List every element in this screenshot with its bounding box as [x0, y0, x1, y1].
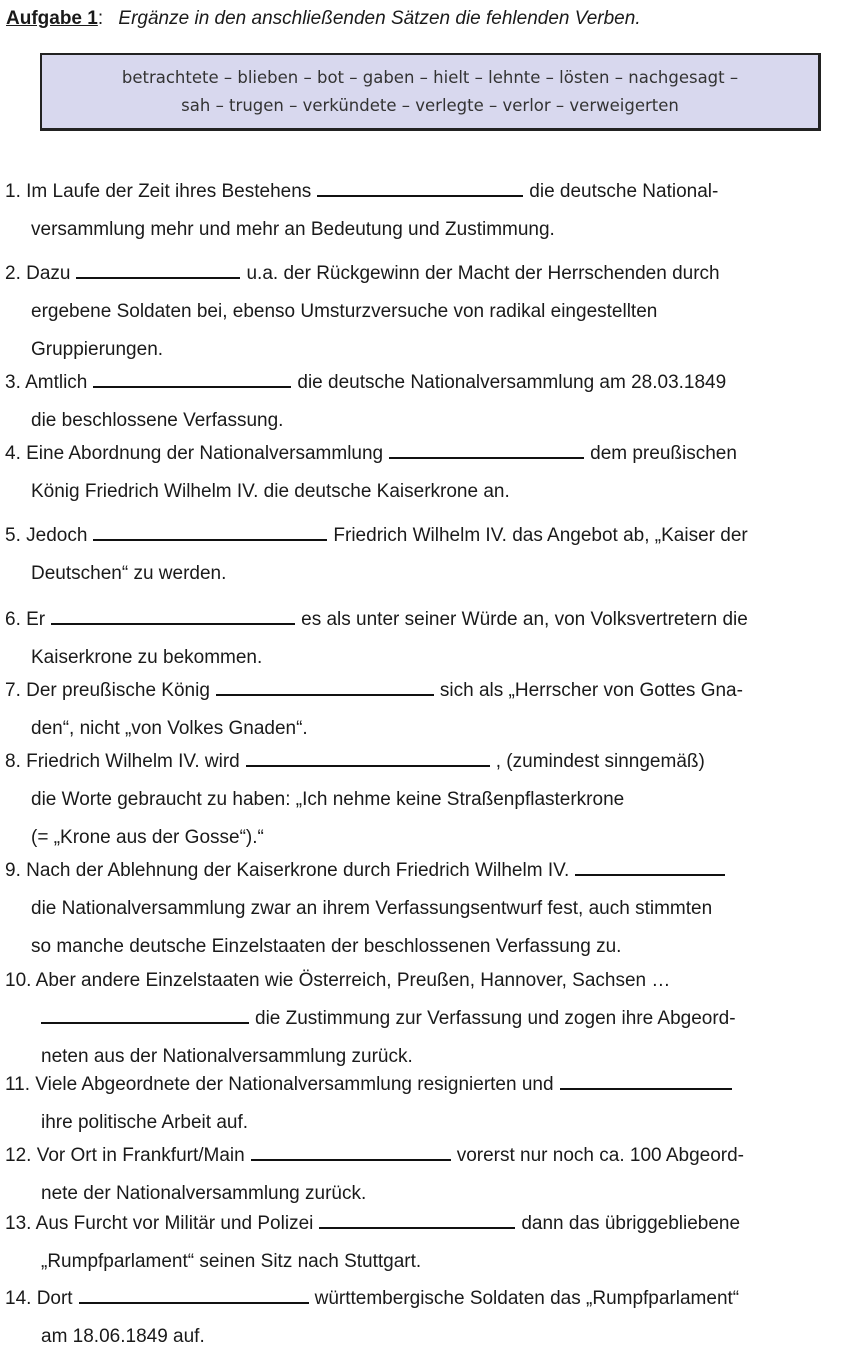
- answer-blank[interactable]: [251, 1139, 451, 1161]
- exercise-text: sich als „Herrscher von Gottes Gna-: [439, 680, 743, 701]
- exercise-text: „Rumpfparlament“ seinen Sitz nach Stuttgart.: [41, 1251, 422, 1272]
- exercise-text: König Friedrich Wilhelm IV. die deutsche Kaiserkrone an.: [31, 481, 510, 502]
- task-instruction: Ergänze in den anschließenden Sätzen die fehlenden Verben.: [118, 8, 641, 29]
- exercise-text: 3. Amtlich: [5, 372, 88, 393]
- exercise-9: [5, 852, 731, 966]
- answer-blank[interactable]: [79, 1282, 309, 1304]
- answer-blank[interactable]: [575, 854, 725, 876]
- exercise-text: so manche deutsche Einzelstaaten der beschlossenen Verfassung zu.: [31, 936, 622, 957]
- exercise-text: württembergische Soldaten das „Rumpfparlament“: [314, 1288, 740, 1309]
- answer-blank[interactable]: [93, 519, 327, 541]
- word-bank-line-1: betrachtete – blieben – bot – gaben – hielt – lehnte – lösten – nachgesagt –: [121, 68, 739, 87]
- answer-blank[interactable]: [216, 674, 434, 696]
- exercise-text: 14. Dort: [5, 1288, 73, 1309]
- answer-blank[interactable]: [389, 437, 584, 459]
- exercise-text: 12. Vor Ort in Frankfurt/Main: [5, 1145, 245, 1166]
- exercise-text: 9. Nach der Ablehnung der Kaiserkrone durch Friedrich Wilhelm IV.: [5, 860, 570, 881]
- exercise-3: [5, 364, 726, 440]
- exercise-text: die deutsche Nationalversammlung am 28.03.1849: [297, 372, 727, 393]
- exercise-text: 7. Der preußische König: [5, 680, 210, 701]
- exercise-text: die deutsche National-: [529, 181, 719, 202]
- exercise-14: [5, 1280, 739, 1356]
- answer-blank[interactable]: [319, 1207, 515, 1229]
- exercise-text: 2. Dazu: [5, 263, 71, 284]
- exercise-text: am 18.06.1849 auf.: [41, 1326, 205, 1347]
- task-colon: :: [97, 8, 104, 29]
- exercise-text: Friedrich Wilhelm IV. das Angebot ab, „Kaiser der: [333, 525, 748, 546]
- exercise-text: u.a. der Rückgewinn der Macht der Herrschenden durch: [246, 263, 720, 284]
- exercise-text: Gruppierungen.: [31, 339, 164, 360]
- exercise-text: 5. Jedoch: [5, 525, 88, 546]
- exercise-text: vorerst nur noch ca. 100 Abgeord-: [456, 1145, 744, 1166]
- exercise-text: ihre politische Arbeit auf.: [41, 1112, 249, 1133]
- exercise-2: [5, 255, 720, 369]
- exercise-text: dem preußischen: [590, 443, 737, 464]
- exercise-4: [5, 435, 737, 511]
- exercise-text: dann das übriggebliebene: [521, 1213, 741, 1234]
- exercise-1: [5, 173, 718, 249]
- exercise-text: den“, nicht „von Volkes Gnaden“.: [31, 718, 308, 739]
- exercise-text: die Nationalversammlung zwar an ihrem Verfassungsentwurf fest, auch stimmten: [31, 898, 713, 919]
- exercise-text: neten aus der Nationalversammlung zurück.: [41, 1046, 413, 1067]
- exercise-text: 13. Aus Furcht vor Militär und Polizei: [5, 1213, 314, 1234]
- exercise-10: [5, 962, 736, 1076]
- answer-blank[interactable]: [93, 366, 291, 388]
- exercise-text: 1. Im Laufe der Zeit ihres Bestehens: [5, 181, 312, 202]
- task-label: Aufgabe 1: [6, 8, 98, 29]
- exercise-6: [5, 601, 748, 677]
- exercise-7: [5, 672, 743, 748]
- exercise-text: (= „Krone aus der Gosse“).“: [31, 827, 264, 848]
- exercise-11: [5, 1066, 738, 1142]
- exercise-text: nete der Nationalversammlung zurück.: [41, 1183, 367, 1204]
- exercise-text: die Worte gebraucht zu haben: „Ich nehme keine Straßenpflasterkrone: [31, 789, 625, 810]
- exercise-text: es als unter seiner Würde an, von Volksvertretern die: [301, 609, 748, 630]
- answer-blank[interactable]: [51, 603, 295, 625]
- word-bank-line-2: sah – trugen – verkündete – verlegte – verlor – verweigerten: [181, 96, 679, 115]
- exercise-text: Deutschen“ zu werden.: [31, 563, 227, 584]
- exercise-text: , (zumindest sinngemäß): [495, 751, 705, 772]
- exercise-text: 6. Er: [5, 609, 46, 630]
- exercise-text: die Zustimmung zur Verfassung und zogen ihre Abgeord-: [255, 1008, 736, 1029]
- exercise-text: Kaiserkrone zu bekommen.: [31, 647, 263, 668]
- exercise-text: 10. Aber andere Einzelstaaten wie Österreich, Preußen, Hannover, Sachsen …: [5, 970, 671, 991]
- exercise-8: [5, 743, 705, 857]
- exercise-text: 11. Viele Abgeordnete der Nationalversammlung resignierten und: [5, 1074, 554, 1095]
- exercise-12: [5, 1137, 744, 1213]
- answer-blank[interactable]: [560, 1068, 732, 1090]
- answer-blank[interactable]: [317, 175, 523, 197]
- exercise-text: 4. Eine Abordnung der Nationalversammlung: [5, 443, 384, 464]
- answer-blank[interactable]: [76, 257, 240, 279]
- exercise-text: 8. Friedrich Wilhelm IV. wird: [5, 751, 240, 772]
- exercise-13: [5, 1205, 740, 1281]
- answer-blank[interactable]: [246, 745, 490, 767]
- exercise-text: ergebene Soldaten bei, ebenso Umsturzversuche von radikal eingestellten: [31, 301, 658, 322]
- exercise-text: versammlung mehr und mehr an Bedeutung und Zustimmung.: [31, 219, 555, 240]
- answer-blank[interactable]: [41, 1002, 249, 1024]
- exercise-text: die beschlossene Verfassung.: [31, 410, 284, 431]
- exercise-5: [5, 517, 748, 593]
